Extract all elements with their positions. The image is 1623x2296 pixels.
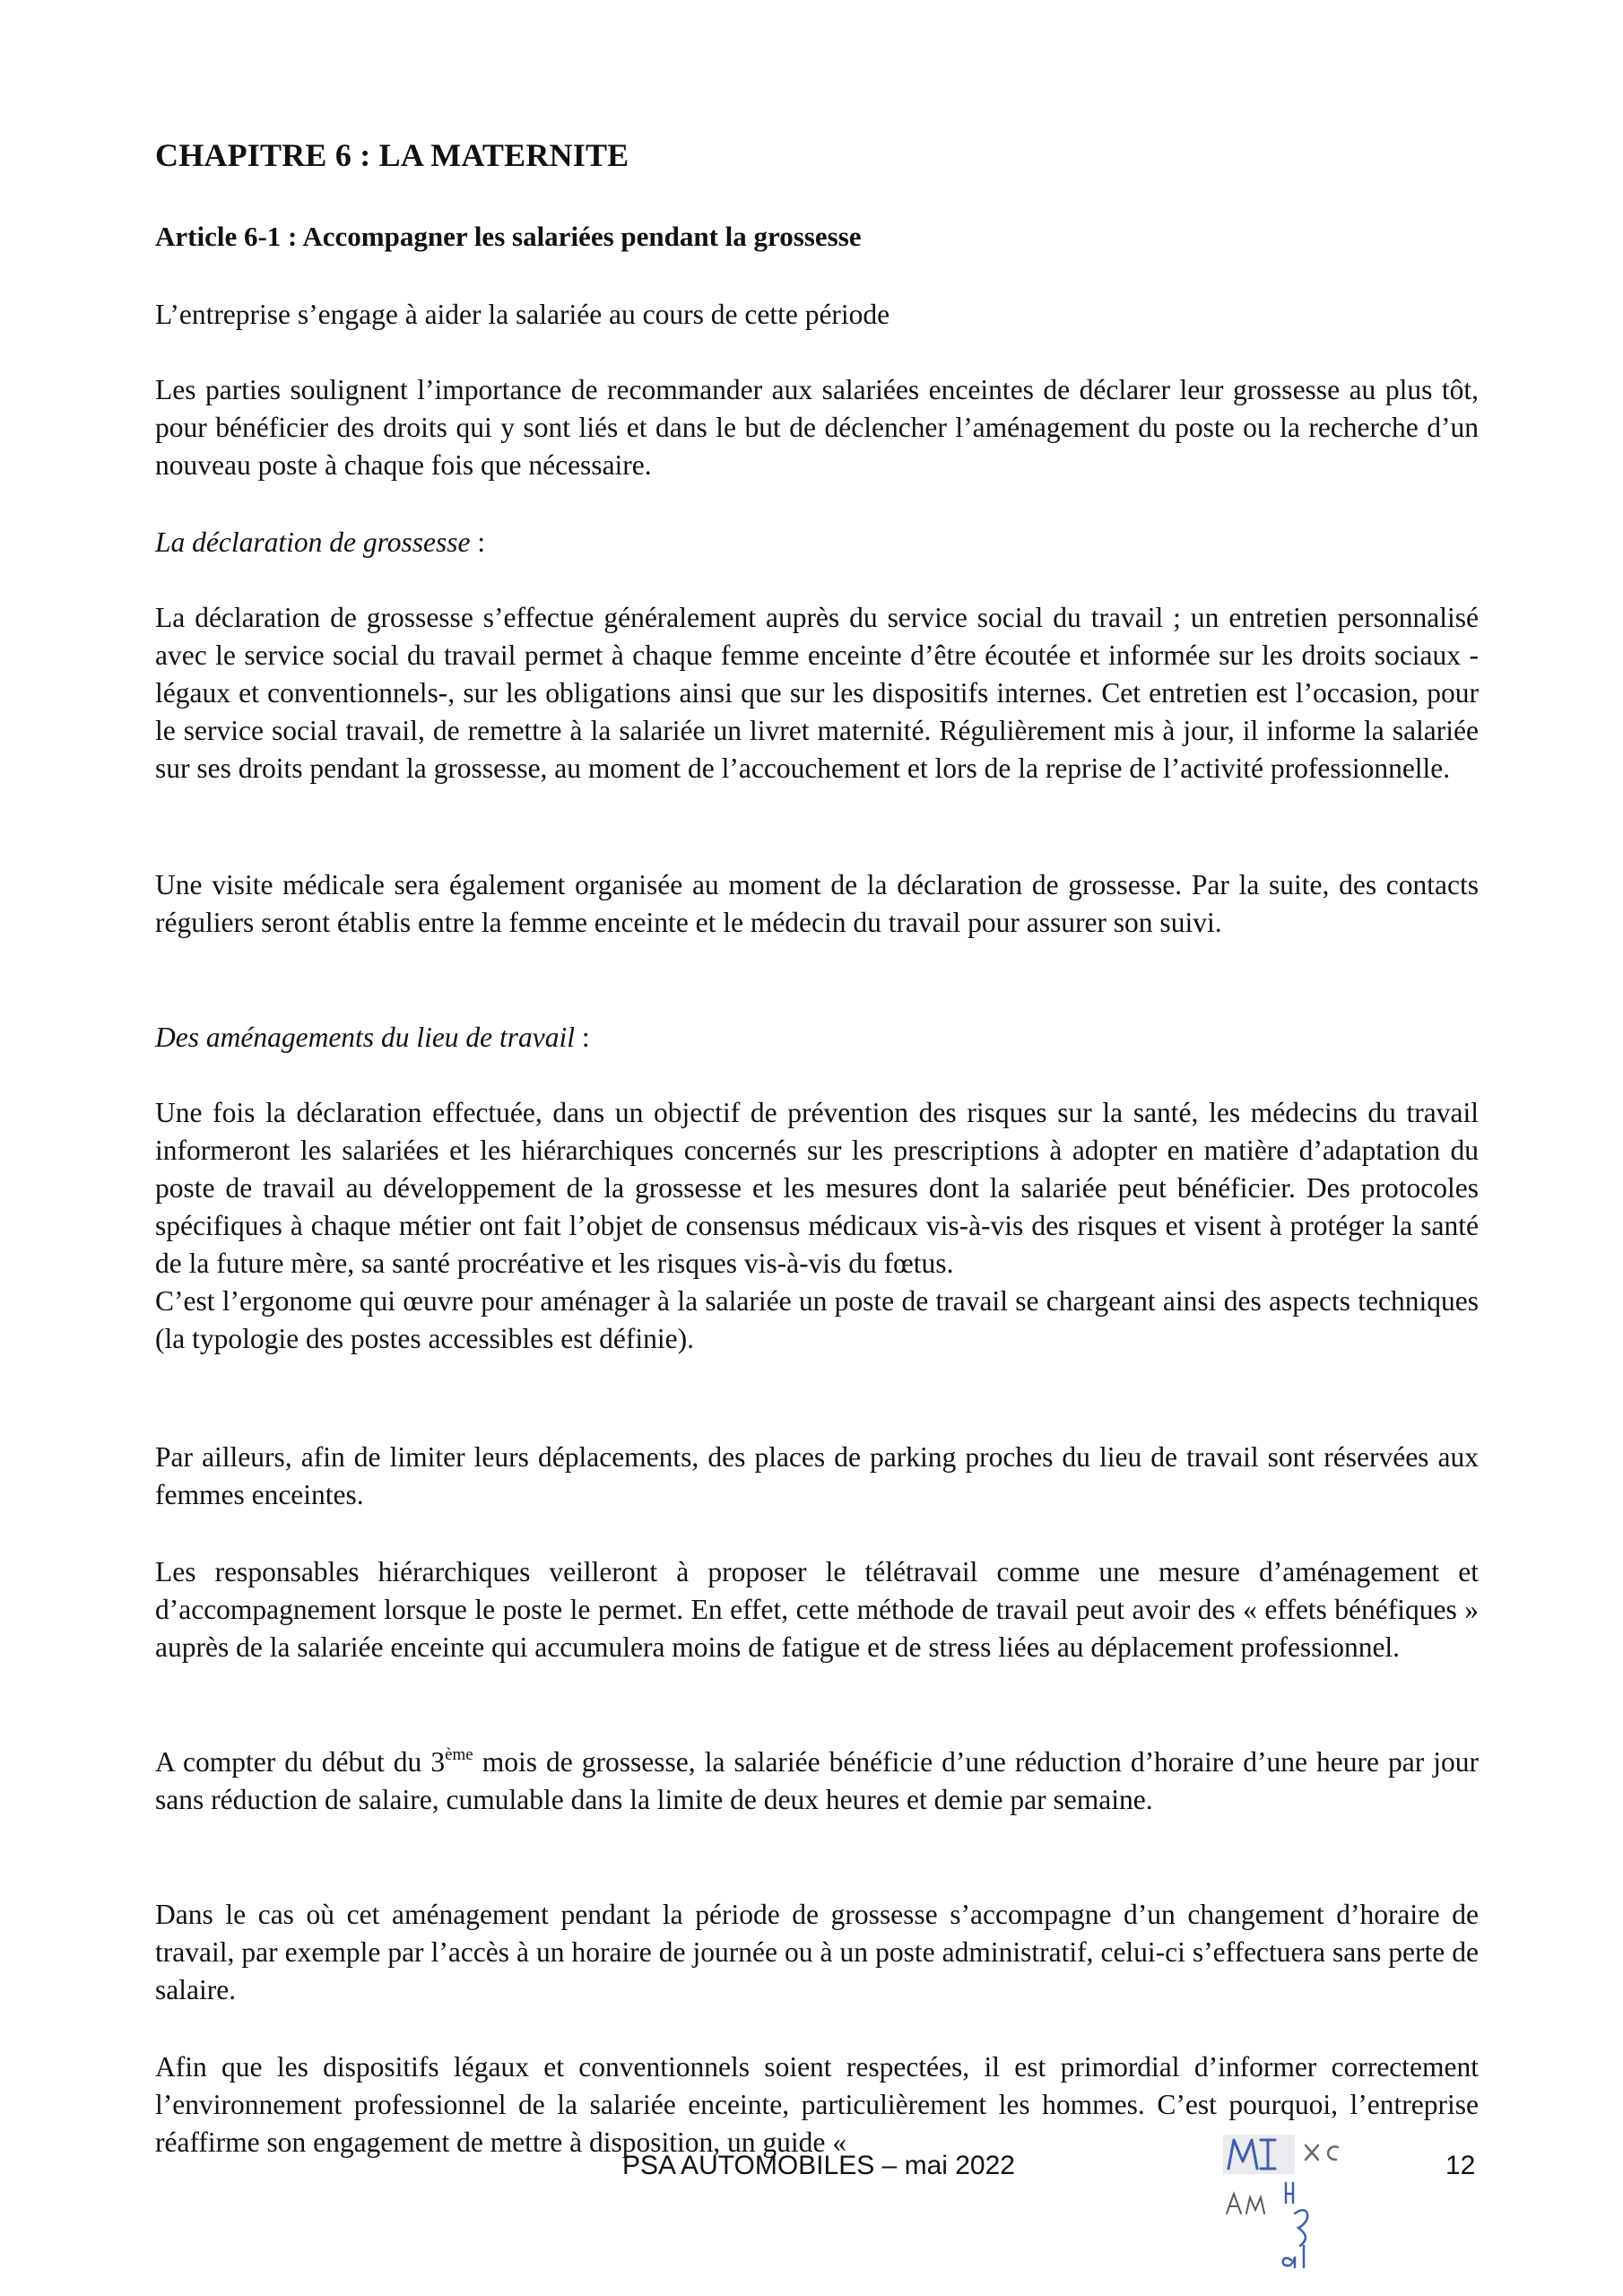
superscript-ordinal: ème xyxy=(445,1744,473,1764)
subheading-suffix: : xyxy=(470,526,486,558)
paragraph-parking xyxy=(155,1439,1479,1514)
paragraph-teletravail xyxy=(155,1553,1479,1666)
paragraph-text: Les responsables hiérarchiques veilleront à proposer le télétravail comme une mesure d’aménagement et d’accompagnement lorsque le poste le permet. En effet, cette méthode de travail peut avoir des « effets bénéfiques » auprès de la salariée enceinte qui accumulera moins de fatigue et de stress liées au déplacement professionnel. xyxy=(155,1556,1479,1663)
paragraph-text: Les parties soulignent l’importance de recommander aux salariées enceintes de déclarer leur grossesse au plus tôt, pour bénéficier des droits qui y sont liés et dans le but de déclencher l’aménagement du poste ou la recherche d’un nouveau poste à chaque fois que nécessaire. xyxy=(155,374,1479,481)
paragraph-text-end: mois de grossesse, la salariée bénéficie d’une réduction d’horaire d’une heure par jour sans réduction de salaire, cumulable dans la limite de deux heures et demie par semaine. xyxy=(155,1746,1479,1815)
paragraph-declaration xyxy=(155,599,1479,787)
paragraph-parties xyxy=(155,371,1479,484)
paragraph-intro xyxy=(155,296,1479,334)
paragraph-text-start: A compter du début du 3 xyxy=(155,1746,446,1778)
paragraph-text: La déclaration de grossesse s’effectue généralement auprès du service social du travail ; un entretien personnalisé avec le service social du travail permet à chaque femme enceinte d’être écoutée et informée sur les droits sociaux -légaux et conventionnels-, sur les obligations ainsi que sur les dispositifs internes. Cet entretien est l’occasion, pour le service social travail, de remettre à la salariée un livret maternité. Régulièrement mis à jour, il informe la salariée sur ses droits pendant la grossesse, au moment de l’accouchement et lors de la reprise de l’activité professionnelle. xyxy=(155,602,1479,784)
paragraph-text: C’est l’ergonome qui œuvre pour aménager à la salariée un poste de travail se chargeant ainsi des aspects techniques (la typologie des postes accessibles est définie). xyxy=(155,1285,1479,1354)
paragraph-text: Afin que les dispositifs légaux et conventionnels soient respectées, il est primordial d’informer correctement l’environnement professionnel de la salariée enceinte, particulièrement les hommes. C’est pourquoi, l’entreprise réaffirme son engagement de mettre à disposition, un guide « xyxy=(155,2051,1479,2158)
paragraph-changement-horaire xyxy=(155,1896,1479,2009)
subheading-declaration xyxy=(155,524,1479,561)
paragraph-visite xyxy=(155,866,1479,942)
footer-company-date: PSA AUTOMOBILES – mai 2022 xyxy=(622,2151,1015,2180)
paragraph-prevention xyxy=(155,1094,1479,1358)
page-number: 12 xyxy=(1445,2151,1476,2180)
handwritten-initials-signature xyxy=(1219,2127,1363,2271)
paragraph-text: L’entreprise s’engage à aider la salariée au cours de cette période xyxy=(155,299,890,330)
paragraph-text: Une visite médicale sera également organisée au moment de la déclaration de grossesse. Par la suite, des contacts réguliers seront établis entre la femme enceinte et le médecin du travail pour assurer son suivi. xyxy=(155,869,1479,938)
paragraph-text: Une fois la déclaration effectuée, dans un objectif de prévention des risques sur la santé, les médecins du travail informeront les salariées et les hiérarchiques concernés sur les prescriptions à adopter en matière d’adaptation du poste de travail au développement de la grossesse et les mesures dont la salariée peut bénéficier. Des protocoles spécifiques à chaque métier ont fait l’objet de consensus médicaux vis-à-vis des risques et visent à protéger la santé de la future mère, sa santé procréative et les risques vis-à-vis du fœtus. xyxy=(155,1097,1479,1279)
chapter-title: CHAPITRE 6 : LA MATERNITE xyxy=(155,137,629,173)
paragraph-text: Par ailleurs, afin de limiter leurs déplacements, des places de parking proches du lieu de travail sont réservées aux femmes enceintes. xyxy=(155,1441,1479,1510)
article-title: Article 6-1 : Accompagner les salariées pendant la grossesse xyxy=(155,221,862,252)
subheading-amenagements xyxy=(155,1019,1479,1057)
paragraph-reduction-horaire xyxy=(155,1744,1479,1819)
subheading-text: La déclaration de grossesse xyxy=(155,526,471,558)
subheading-text: Des aménagements du lieu de travail xyxy=(155,1022,576,1053)
paragraph-text: Dans le cas où cet aménagement pendant la période de grossesse s’accompagne d’un changement d’horaire de travail, par exemple par l’accès à un horaire de journée ou à un poste administratif, celui-ci s’effectuera sans perte de salaire. xyxy=(155,1899,1479,2005)
subheading-suffix: : xyxy=(575,1022,590,1053)
